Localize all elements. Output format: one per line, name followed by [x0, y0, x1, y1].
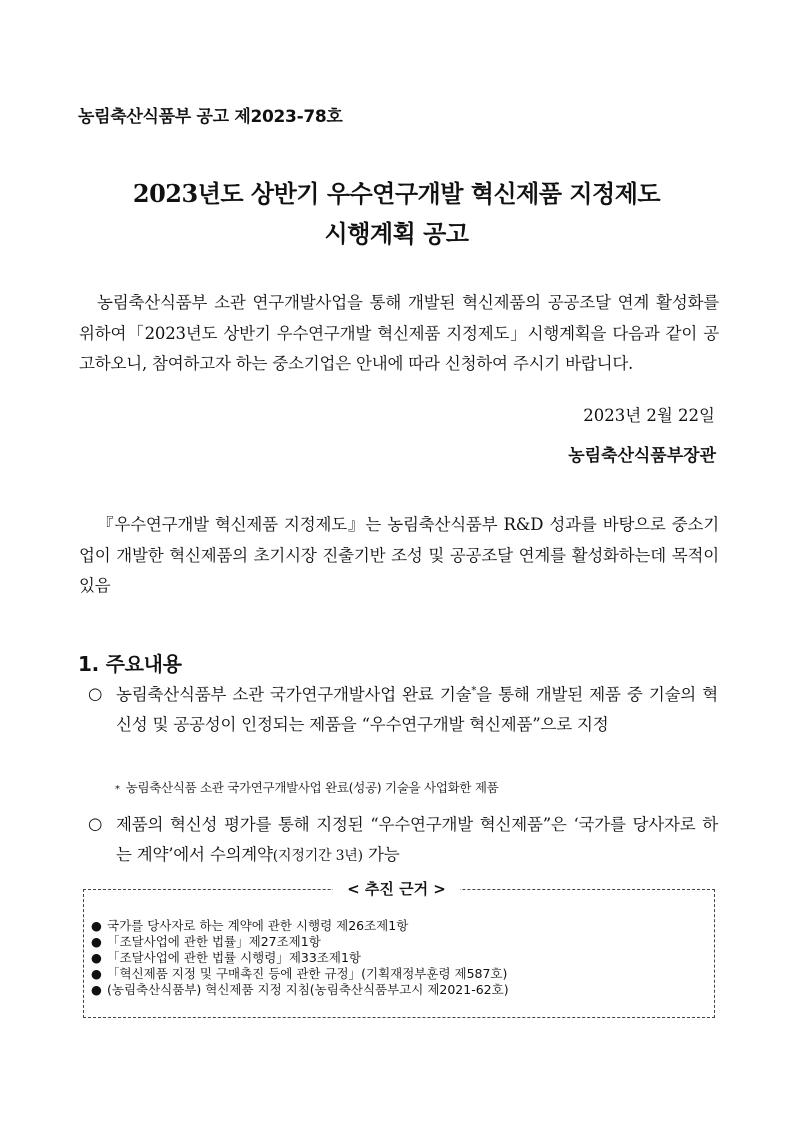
- bullet-circle-icon: ○: [88, 814, 103, 833]
- bullet-dot-icon: ●: [91, 950, 102, 965]
- bullet-dot-icon: ●: [91, 966, 102, 981]
- bullet-dot-icon: ●: [91, 918, 102, 933]
- section-heading: 1. 주요내용: [78, 652, 182, 676]
- purpose-paragraph: 『우수연구개발 혁신제품 지정제도』는 농림축산식품부 R&D 성과를 바탕으로 중소기업이 개발한 혁신제품의 초기시장 진출기반 조성 및 공공조달 연계를 활성화하는데 목적이 있음: [79, 515, 719, 595]
- basis-title-text: < 추진 근거 >: [333, 880, 460, 898]
- basis-item: [91, 982, 509, 998]
- basis-title: [0, 878, 793, 899]
- content-item-1-text-a: 농림축산식품부 소관 국가연구개발사업 완료 기술: [116, 685, 472, 704]
- content-item-2-text-b: 가능: [362, 844, 400, 864]
- basis-item-text: 국가를 당사자로 하는 계약에 관한 시행령 제26조제1항: [107, 918, 409, 933]
- basis-item: [91, 918, 509, 934]
- notice-date: 2023년 2월 22일: [583, 406, 715, 425]
- content-item-2: [116, 810, 718, 871]
- basis-item-text: (농림축산식품부) 혁신제품 지정 지침(농림축산식품부고시 제2021-62호): [107, 982, 509, 997]
- bullet-circle-icon: ○: [88, 684, 103, 703]
- intro-paragraph: 농림축산식품부 소관 연구개발사업을 통해 개발된 혁신제품의 공공조달 연계 활성화를 위하여「2023년도 상반기 우수연구개발 혁신제품 지정제도」시행계획을 다음과 같이 공고하오니, 참여하고자 하는 중소기업은 안내에 따라 신청하여 주시기 바랍니다.: [79, 293, 719, 373]
- basis-item-text: 「혁신제품 지정 및 구매촉진 등에 관한 규정」(기획재정부훈령 제587호): [107, 966, 508, 981]
- basis-item-text: 「조달사업에 관한 법률」제27조제1항: [107, 934, 321, 949]
- footnote-star: *: [115, 784, 120, 795]
- content-item-2-period: (지정기간 3년): [272, 847, 363, 864]
- basis-item-text: 「조달사업에 관한 법률 시행령」제33조제1항: [107, 950, 361, 965]
- bullet-dot-icon: ●: [91, 934, 102, 949]
- basis-list: [91, 918, 509, 998]
- basis-item: [91, 966, 509, 982]
- document-title-line2: 시행계획 공고: [324, 219, 469, 248]
- content-item-1: [116, 680, 718, 739]
- footnote-mark: *: [471, 685, 477, 697]
- notice-number: 농림축산식품부 공고 제2023-78호: [78, 107, 343, 127]
- footnote-text: 농림축산식품 소관 국가연구개발사업 완료(성공) 기술을 사업화한 제품: [125, 780, 499, 795]
- basis-item: [91, 934, 509, 950]
- content-item-1-text-b: 을 통해 개발된 제품 중 기술의 혁신성 및 공공성이 인정되는 제품을 “우수연구개발 혁신제품”으로 지정: [116, 685, 718, 734]
- content-item-2-text-a: 제품의 혁신성 평가를 통해 지정된 “우수연구개발 혁신제품”은 ‘국가를 당사자로 하는 계약’에서 수의계약: [116, 815, 718, 864]
- footnote: [115, 778, 498, 796]
- bullet-dot-icon: ●: [91, 982, 102, 997]
- document-title-line1: 2023년도 상반기 우수연구개발 혁신제품 지정제도: [132, 179, 661, 208]
- basis-item: [91, 950, 509, 966]
- issuer-name: 농림축산식품부장관: [568, 446, 716, 466]
